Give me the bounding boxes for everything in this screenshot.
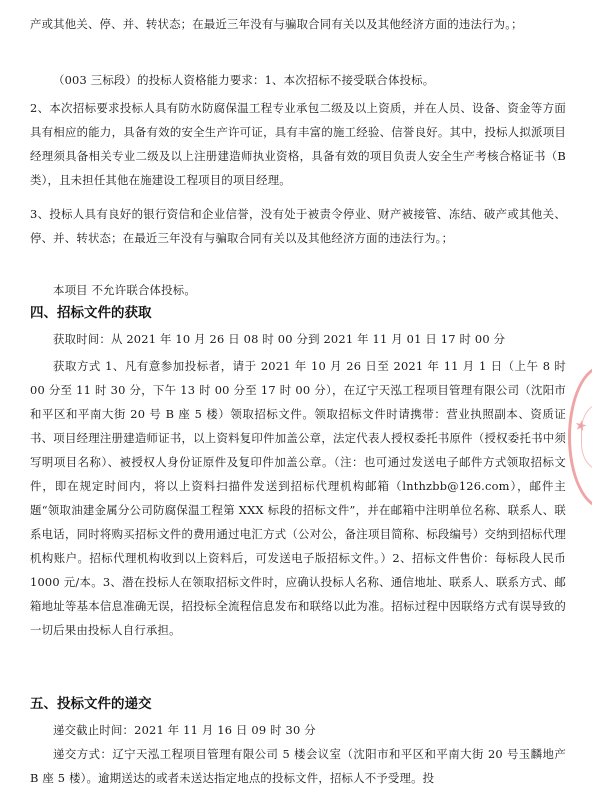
paragraph-lot3-requirements: （003 三标段）的投标人资格能力要求：1、本次招标不接受联合体投标。 [53, 73, 435, 87]
paragraph-requirement-3: 3、投标人具有良好的银行资信和企业信誉，没有处于被责令停业、财产被接管、冻结、破产或其他关、停、并、转状态；在最近三年没有与骗取合同有关以及其他经济方面的违法行为。； [30, 207, 566, 245]
section-heading-obtain-documents: 四、招标文件的获取 [30, 305, 152, 321]
seal-star-icon: ★ [571, 416, 592, 436]
paragraph-qualification-tail: 产或其他关、停、并、转状态；在最近三年没有与骗取合同有关以及其他经济方面的违法行为。； [30, 17, 523, 31]
paragraph-no-consortium: 本项目 不允许联合体投标。 [53, 283, 196, 297]
seal-inner-ring [581, 404, 592, 470]
paragraph-submit-method: 递交方式：辽宁天泓工程项目管理有限公司 5 楼会议室（沈阳市和平区和平南大街 20 号玉麟地产 B 座 5 楼）。逾期送达的或者未送达指定地点的投标文件，招标人不予受理。投 [30, 747, 566, 785]
section-heading-submit-bids: 五、投标文件的递交 [30, 696, 152, 712]
paragraph-obtain-method: 获取方式 1、凡有意参加投标者，请于 2021 年 10 月 26 日至 2021 年 11 月 1 日（上午 8 时 00 分至 11 时 30 分，下午 13 时 00 分至 17 时 00 分），在辽宁天泓工程项目管理有限公司（沈阳市和平区和平南大街 20 号 B 座 5 楼）领取招标文件。领取招标文件时请携带：营业执照副本、资质证书、项目经理注册建造师证书，以上资料复印件加盖公章，法定代表人授权委托书原件（授权委托书中须写明项目名称）、被授权人身份证原件及复印件加盖公章。（注：也可通过发送电子邮件方式领取招标文件，即在规定时间内，将以上资料扫描件发送到招标代理机构邮箱（lnthzbb@126.com），邮件主题“领取油建金属分公司防腐保温工程第 XXX 标段的招标文件”，并在邮箱中注明单位名称、联系人、联系电话，同时将购买招标文件的费用通过电汇方式（公对公，备注项目简称、标段编号）交纳到招标代理机构账户。招标代理机构收到以上资料后，可发送电子版招标文件。）2、招标文件售价：每标段人民币 1000 元/本。3、潜在投标人在领取招标文件时，应确认投标人名称、通信地址、联系人、联系方式、邮箱地址等基本信息准确无误，招投标全流程信息发布和联络以此为准。招标过程中因联络方式有误导致的一切后果由投标人自行承担。 [30, 359, 566, 637]
paragraph-requirement-2: 2、本次招标要求投标人具有防水防腐保温工程专业承包二级及以上资质，并在人员、设备、资金等方面具有相应的能力，具备有效的安全生产许可证，具有丰富的施工经验、信誉良好。其中，投标人拟派项目经理须具备相关专业二级及以上注册建造师执业资格，具备有效的项目负责人安全生产考核合格证书（B 类），且未担任其他在施建设工程项目的项目经理。 [30, 101, 566, 187]
paragraph-obtain-time: 获取时间：从 2021 年 10 月 26 日 08 时 00 分到 2021 年 11 月 01 日 17 时 00 分 [53, 332, 506, 346]
paragraph-submit-deadline: 递交截止时间：2021 年 11 月 16 日 09 时 30 分 [53, 723, 316, 737]
red-seal-stamp [568, 365, 592, 509]
